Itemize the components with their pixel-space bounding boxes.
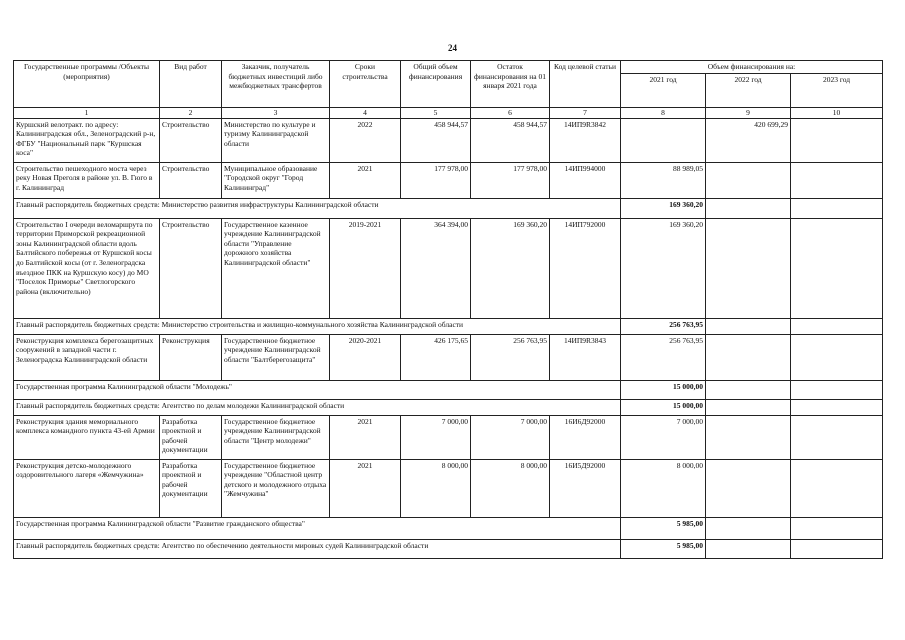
remaining-amount: 458 944,57	[471, 118, 550, 162]
target-code: 14ИП792000	[550, 218, 621, 318]
budget-holder-row	[14, 318, 883, 334]
funding-2021: 169 360,20	[621, 198, 706, 218]
funding-2022	[706, 162, 791, 198]
funding-2023	[791, 218, 883, 318]
remaining-amount: 169 360,20	[471, 218, 550, 318]
funding-2023	[791, 517, 883, 539]
target-code: 16И6Д92000	[550, 415, 621, 459]
header-remaining: Остаток финансирования на 01 января 2021 года	[471, 61, 550, 108]
funding-2023	[791, 118, 883, 162]
total-amount: 458 944,57	[401, 118, 471, 162]
funding-2021: 8 000,00	[621, 459, 706, 517]
column-number: 3	[222, 107, 330, 118]
section-label: Главный распорядитель бюджетных средств: Министерство строительства и жилищно-коммунального хозяйства Калининградской области	[14, 318, 621, 334]
funding-2021: 7 000,00	[621, 415, 706, 459]
program-row	[14, 380, 883, 399]
target-code: 14ИП994000	[550, 162, 621, 198]
section-label: Главный распорядитель бюджетных средств: Агентство по делам молодежи Калининградской области	[14, 399, 621, 415]
funding-2022	[706, 380, 791, 399]
column-number: 7	[550, 107, 621, 118]
period: 2021	[330, 162, 401, 198]
funding-2021: 256 763,95	[621, 334, 706, 380]
header-funding-group: Объем финансирования на:	[621, 61, 883, 74]
budget-holder-row	[14, 539, 883, 558]
header-2021: 2021 год	[621, 73, 706, 107]
funding-2023	[791, 399, 883, 415]
column-number-row	[14, 107, 883, 118]
customer: Министерство по культуре и туризму Калининградской области	[222, 118, 330, 162]
funding-2022	[706, 218, 791, 318]
total-amount: 8 000,00	[401, 459, 471, 517]
section-label: Главный распорядитель бюджетных средств: Министерство развития инфраструктуры Калининградской области	[14, 198, 621, 218]
funding-2023	[791, 198, 883, 218]
program-row	[14, 517, 883, 539]
funding-2023	[791, 415, 883, 459]
column-number: 4	[330, 107, 401, 118]
column-number: 1	[14, 107, 160, 118]
funding-2022	[706, 539, 791, 558]
column-number: 6	[471, 107, 550, 118]
funding-2021: 15 000,00	[621, 399, 706, 415]
remaining-amount: 177 978,00	[471, 162, 550, 198]
customer: Муниципальное образование "Городской округ "Город Калининград"	[222, 162, 330, 198]
funding-2021: 5 985,00	[621, 539, 706, 558]
period: 2020-2021	[330, 334, 401, 380]
funding-2023	[791, 380, 883, 399]
column-number: 2	[160, 107, 222, 118]
period: 2022	[330, 118, 401, 162]
column-number: 8	[621, 107, 706, 118]
work-type: Строительство	[160, 162, 222, 198]
funding-2022	[706, 415, 791, 459]
customer: Государственное казенное учреждение Калининградской области "Управление дорожного хозяйства Калининградской области"	[222, 218, 330, 318]
table-row	[14, 118, 883, 162]
page-number: 24	[448, 43, 457, 53]
column-number: 9	[706, 107, 791, 118]
work-type: Строительство	[160, 218, 222, 318]
target-code: 16И5Д92000	[550, 459, 621, 517]
funding-2021: 5 985,00	[621, 517, 706, 539]
object-name: Реконструкция детско-молодежного оздоровительного лагеря «Жемчужина»	[14, 459, 160, 517]
header-code: Код целевой статьи	[550, 61, 621, 108]
funding-2021: 169 360,20	[621, 218, 706, 318]
header-objects: Государственные программы /Объекты (мероприятия)	[14, 61, 160, 108]
period: 2019-2021	[330, 218, 401, 318]
work-type: Разработка проектной и рабочей документации	[160, 459, 222, 517]
funding-2021: 15 000,00	[621, 380, 706, 399]
header-work-type: Вид работ	[160, 61, 222, 108]
funding-2023	[791, 318, 883, 334]
work-type: Разработка проектной и рабочей документации	[160, 415, 222, 459]
funding-2023	[791, 459, 883, 517]
target-code: 14ИП9R3843	[550, 334, 621, 380]
funding-2022	[706, 334, 791, 380]
funding-2021: 256 763,95	[621, 318, 706, 334]
total-amount: 7 000,00	[401, 415, 471, 459]
header-period: Сроки строительства	[330, 61, 401, 108]
funding-2023	[791, 539, 883, 558]
total-amount: 426 175,65	[401, 334, 471, 380]
funding-2022: 420 699,29	[706, 118, 791, 162]
program-label: Государственная программа Калининградской области "Развитие гражданского общества"	[14, 517, 621, 539]
funding-2022	[706, 318, 791, 334]
table-row	[14, 218, 883, 318]
funding-2023	[791, 162, 883, 198]
program-label: Государственная программа Калининградской области "Молодежь"	[14, 380, 621, 399]
customer: Государственное бюджетное учреждение Калининградской области "Центр молодежи"	[222, 415, 330, 459]
period: 2021	[330, 459, 401, 517]
period: 2021	[330, 415, 401, 459]
table-row	[14, 415, 883, 459]
funding-2023	[791, 334, 883, 380]
header-2023: 2023 год	[791, 73, 883, 107]
funding-2021	[621, 118, 706, 162]
budget-holder-row	[14, 198, 883, 218]
funding-2022	[706, 517, 791, 539]
object-name: Куршский велотракт. по адресу: Калининградская обл., Зеленоградский р-н, ФГБУ "Национальный парк "Куршская коса"	[14, 118, 160, 162]
column-number: 10	[791, 107, 883, 118]
object-name: Реконструкция комплекса берегозащитных сооружений в западной части г. Зеленоградска Калининградской области	[14, 334, 160, 380]
work-type: Реконструкция	[160, 334, 222, 380]
header-row	[14, 61, 883, 74]
header-customer: Заказчик, получатель бюджетных инвестиций либо межбюджетных трансфертов	[222, 61, 330, 108]
total-amount: 177 978,00	[401, 162, 471, 198]
funding-2022	[706, 399, 791, 415]
target-code: 14ИП9R3842	[550, 118, 621, 162]
object-name: Реконструкция здания мемориального комплекса командного пункта 43-ей Армии	[14, 415, 160, 459]
header-2022: 2022 год	[706, 73, 791, 107]
work-type: Строительство	[160, 118, 222, 162]
section-label: Главный распорядитель бюджетных средств: Агентство по обеспечению деятельности мировых судей Калининградской области	[14, 539, 621, 558]
funding-2022	[706, 459, 791, 517]
funding-2022	[706, 198, 791, 218]
table-row	[14, 459, 883, 517]
remaining-amount: 8 000,00	[471, 459, 550, 517]
table-row	[14, 162, 883, 198]
customer: Государственное бюджетное учреждение "Областной центр детского и молодежного отдыха "Жемчужина"	[222, 459, 330, 517]
object-name: Строительство пешеходного моста через реку Новая Преголя в районе ул. В. Гюго в г. Калининград	[14, 162, 160, 198]
customer: Государственное бюджетное учреждение Калининградской области "Балтберегозащита"	[222, 334, 330, 380]
total-amount: 364 394,00	[401, 218, 471, 318]
header-total: Общий объем финансирования	[401, 61, 471, 108]
budget-holder-row	[14, 399, 883, 415]
remaining-amount: 256 763,95	[471, 334, 550, 380]
investment-table	[13, 60, 883, 559]
column-number: 5	[401, 107, 471, 118]
object-name: Строительство I очереди веломаршрута по территории Приморской рекреационной зоны Калининградской области вдоль Балтийского побережья от Куршской косы до Балтийской косы (от г. Зеленоградска въездное ПКК на Куршскую косу) до МО "Поселок Приморье" Светлогорского района (включительно)	[14, 218, 160, 318]
remaining-amount: 7 000,00	[471, 415, 550, 459]
funding-2021: 88 989,05	[621, 162, 706, 198]
table-row	[14, 334, 883, 380]
